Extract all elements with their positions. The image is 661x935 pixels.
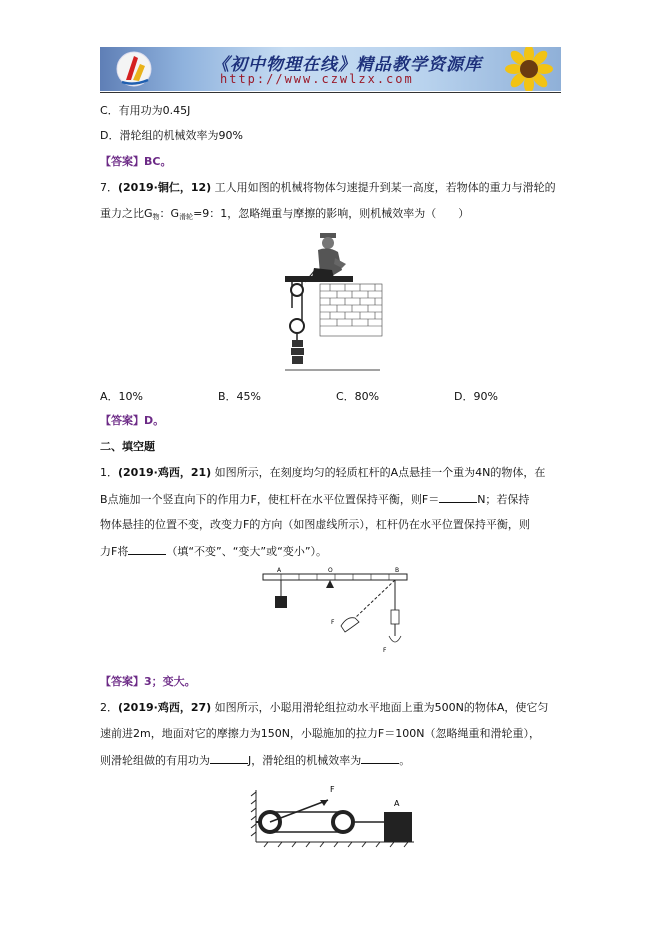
blank-3: [210, 753, 248, 764]
fixed-pulley-icon: [291, 284, 303, 296]
hand-icon: [341, 610, 401, 642]
q1-number: 1．: [100, 466, 118, 479]
answer-3: 【答案】3；变大。: [100, 675, 196, 688]
header-url: http://www.czwlzx.com: [220, 72, 414, 86]
q1-text-1: 如图所示，在刻度均匀的轻质杠杆的A点悬挂一个重为4N的物体，在: [211, 466, 546, 479]
label-o: O: [328, 567, 333, 574]
q1-source: (2019·鸡西，21): [118, 466, 212, 479]
q2-number: 2．: [100, 701, 118, 714]
q2-text-3c: 。: [399, 754, 411, 767]
brick-wall: [320, 284, 382, 336]
q7-sub-1: 物: [152, 213, 160, 221]
q2-text-1: 如图所示，小聪用滑轮组拉动水平地面上重为500N的物体A，使它匀: [211, 701, 549, 714]
q1-text-4a: 力F将: [100, 545, 129, 558]
option-a: A．10%: [100, 390, 143, 403]
question-1-line-4: [100, 544, 327, 559]
answer-1: 【答案】BC。: [100, 155, 172, 168]
block-a-icon: [384, 812, 412, 842]
question-1-line-3: 物体悬挂的位置不变，改变力F的方向（如图虚线所示），杠杆仍在水平位置保持平衡，则: [100, 518, 530, 531]
option-d-line: D．滑轮组的机械效率为90%: [100, 129, 243, 142]
blank-4: [361, 753, 399, 764]
movable-pulley-icon: [333, 812, 353, 832]
question-1-line-2: [100, 492, 529, 507]
q7-sub-2: 滑轮: [179, 213, 194, 221]
label-f2: F: [383, 647, 387, 654]
option-c-line: C．有用功为0.45J: [100, 104, 191, 117]
blank-2: [128, 544, 166, 555]
label-f: F: [330, 785, 335, 794]
label-f1: F: [331, 619, 335, 626]
horizontal-pulley-figure: [248, 780, 418, 850]
label-a: A: [277, 567, 282, 574]
weight-block-icon: [275, 596, 287, 608]
q7-text-2a: 重力之比G: [100, 207, 153, 220]
q7-text-2b: ：G: [159, 207, 180, 220]
q1-text-2a: B点施加一个竖直向下的作用力F，使杠杆在水平位置保持平衡，则F＝: [100, 493, 440, 506]
movable-pulley-icon: [290, 319, 304, 333]
q7-text-2c: =9：1，忽略绳重与摩擦的影响，则机械效率为（ ）: [193, 207, 470, 220]
question-7-number: 7．: [100, 181, 118, 194]
label-b: B: [395, 567, 400, 574]
q2-text-3a: 则滑轮组做的有用功为: [100, 754, 210, 767]
worker-icon: [312, 233, 346, 278]
header-banner: [100, 47, 561, 91]
question-7-text-1: 工人用如图的机械将物体匀速提升到某一高度，若物体的重力与滑轮的: [211, 181, 556, 194]
q2-text-3b: J，滑轮组的机械效率为: [248, 754, 362, 767]
option-d: D．90%: [454, 390, 498, 403]
answer-2: 【答案】D。: [100, 414, 165, 427]
question-2-line-2: 速前进2m，地面对它的摩擦力为150N，小聪施加的拉力F＝100N（忽略绳重和滑轮重），: [100, 727, 540, 740]
logo-icon: [112, 50, 156, 88]
header-title: 《初中物理在线》精品教学资源库: [212, 55, 482, 75]
lever-figure: [255, 566, 415, 666]
q1-text-2b: N；若保持: [477, 493, 530, 506]
option-b: B．45%: [218, 390, 261, 403]
question-7-line-1: [100, 181, 556, 195]
fulcrum-icon: [326, 580, 334, 588]
worker-pulley-figure: [280, 228, 385, 373]
q2-source: (2019·鸡西，27): [118, 701, 212, 714]
header-divider: [100, 92, 561, 93]
section-heading: 二、填空题: [100, 440, 155, 453]
load-icon: [291, 340, 304, 364]
question-2-line-1: [100, 701, 548, 715]
question-2-line-3: [100, 753, 410, 768]
blank-1: [439, 492, 477, 503]
q1-text-4b: （填“不变”、“变大”或“变小”）。: [166, 545, 328, 558]
sunflower-icon: [481, 47, 561, 91]
label-a: A: [394, 799, 400, 808]
question-7-source: (2019·铜仁，12): [118, 181, 212, 194]
question-7-line-2: [100, 207, 469, 224]
question-1-line-1: [100, 466, 545, 480]
option-c: C．80%: [336, 390, 380, 403]
